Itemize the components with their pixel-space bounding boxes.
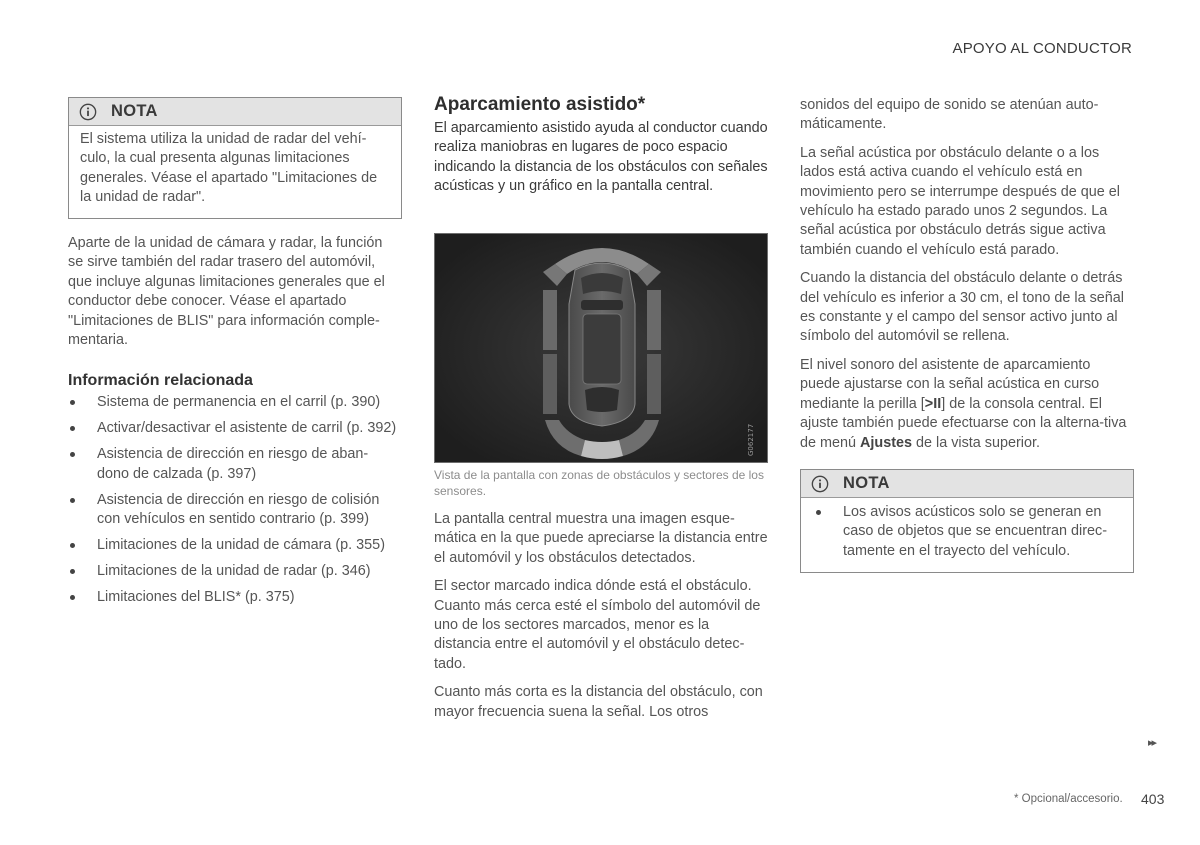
section-title: Aparcamiento asistido* bbox=[434, 94, 646, 115]
note-list-item: Los avisos acústicos solo se generan en caso de objetos que se encuentran direc-tamente en el trayecto del vehículo. bbox=[814, 503, 1121, 561]
text-fragment: de la vista superior. bbox=[912, 434, 1040, 451]
note-list bbox=[812, 503, 1121, 561]
related-link[interactable]: Asistencia de dirección en riesgo de aban-dono de calzada (p. 397) bbox=[68, 445, 400, 484]
related-info-heading: Información relacionada bbox=[68, 372, 253, 390]
figure-code: G062177 bbox=[747, 423, 755, 456]
page-number: 403 bbox=[1141, 791, 1165, 807]
play-pause-knob-label: >II bbox=[924, 395, 942, 412]
note-title: NOTA bbox=[111, 102, 158, 120]
col3-paragraph-4 bbox=[800, 356, 1132, 453]
info-icon bbox=[811, 475, 829, 493]
related-link[interactable]: Limitaciones del BLIS* (p. 375) bbox=[68, 588, 400, 607]
text-fragment: El nivel sonoro del asistente de aparcamiento puede ajustarse con la señal acústica en curso mediante la perilla [ bbox=[800, 356, 1100, 412]
note-title: NOTA bbox=[843, 474, 890, 492]
parking-display-figure bbox=[434, 233, 768, 463]
related-info-list bbox=[68, 393, 400, 607]
note-header bbox=[69, 98, 401, 126]
related-link[interactable]: Limitaciones de la unidad de radar (p. 346) bbox=[68, 562, 400, 581]
col3-paragraph-2: La señal acústica por obstáculo delante o a los lados está activa cuando el vehículo está en movimiento pero se interrumpe después de que el vehículo ha estado parado unos 2 segundos. La señal acústica por obstáculo detrás sigue activa también cuando el vehículo está parado. bbox=[800, 144, 1120, 258]
settings-menu-label: Ajustes bbox=[860, 434, 912, 451]
intro-paragraph: El aparcamiento asistido ayuda al conductor cuando realiza maniobras en lugares de poco espacio indicando la distancia de los obstáculos con señales acústicas y un gráfico en la pantalla central. bbox=[434, 120, 768, 195]
col2-paragraph-1: La pantalla central muestra una imagen esque-mática en la que puede apreciarse la distancia entre el automóvil y los obstáculos detectados. bbox=[434, 511, 768, 566]
col1-paragraph: Aparte de la unidad de cámara y radar, la función se sirve también del radar trasero del automóvil, que incluye algunas limitaciones generales que el conductor debe conocer. Véase el apartado "Limitaciones de BLIS" para información comple-mentaria. bbox=[68, 235, 385, 349]
col2-paragraph-2: El sector marcado indica dónde está el obstáculo. Cuanto más cerca esté el símbolo del automóvil de uno de los sectores marcados, menor es la distancia entre el automóvil y el obstáculo detec-tado. bbox=[434, 578, 761, 672]
col3-paragraph-1: sonidos del equipo de sonido se atenúan auto-máticamente. bbox=[800, 97, 1099, 133]
figure-caption: Vista de la pantalla con zonas de obstáculos y sectores de los sensores. bbox=[434, 468, 764, 498]
note-header bbox=[801, 470, 1133, 498]
col2-paragraph-3: Cuanto más corta es la distancia del obstáculo, con mayor frecuencia suena la señal. Los otros bbox=[434, 684, 763, 720]
note-box-acoustic bbox=[800, 469, 1134, 573]
parking-sensor-diagram bbox=[435, 234, 768, 463]
info-icon bbox=[79, 103, 97, 121]
related-link[interactable]: Limitaciones de la unidad de cámara (p. 355) bbox=[68, 536, 400, 555]
footnote: * Opcional/accesorio. bbox=[1014, 793, 1123, 805]
note-box-radar bbox=[68, 97, 402, 219]
note-text: El sistema utiliza la unidad de radar del vehí-culo, la cual presenta algunas limitaciones generales. Véase el apartado "Limitaciones de la unidad de radar". bbox=[80, 131, 378, 206]
related-link[interactable]: Activar/desactivar el asistente de carril (p. 392) bbox=[68, 419, 400, 438]
col3-paragraph-3: Cuando la distancia del obstáculo delante o detrás del vehículo es inferior a 30 cm, el tono de la señal es constante y el campo del sensor activo junto al símbolo del automóvil se rellena. bbox=[800, 270, 1124, 345]
related-link[interactable]: Sistema de permanencia en el carril (p. 390) bbox=[68, 393, 400, 412]
text-fragment: ] de la consola central. El ajuste también puede efectuarse con la alterna-tiva de menú bbox=[800, 395, 1127, 451]
continue-arrow-icon: ▸▸ bbox=[1148, 737, 1156, 749]
section-header: APOYO AL CONDUCTOR bbox=[952, 40, 1132, 57]
related-link[interactable]: Asistencia de dirección en riesgo de colisión con vehículos en sentido contrario (p. 399) bbox=[68, 491, 400, 530]
